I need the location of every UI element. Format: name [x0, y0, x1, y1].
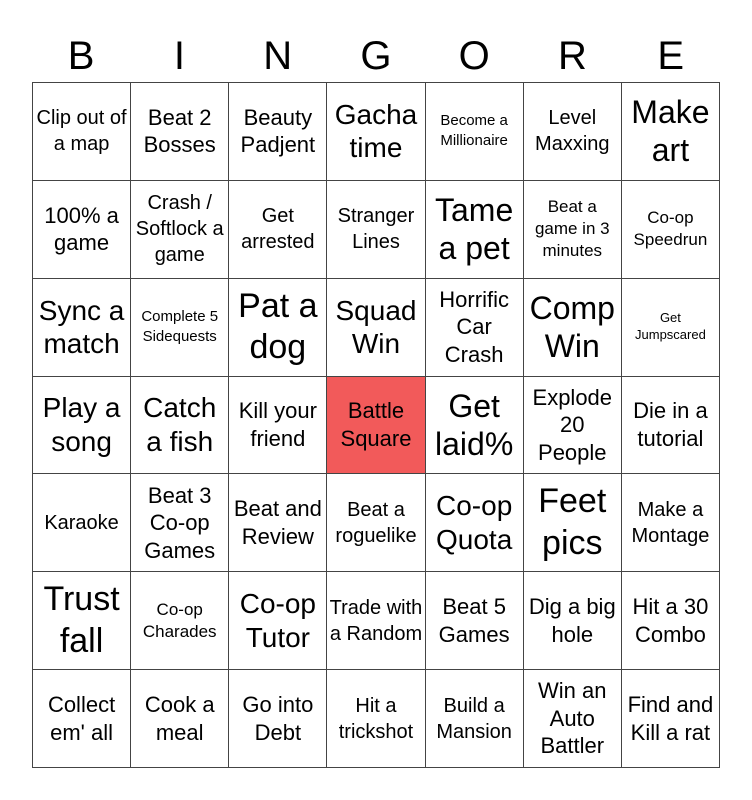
bingo-cell[interactable]	[622, 670, 720, 768]
bingo-cell[interactable]	[327, 670, 425, 768]
cell-text: Pat a dog	[238, 286, 318, 367]
cell-text: Hit a trickshot	[338, 694, 414, 743]
bingo-cell[interactable]	[426, 670, 524, 768]
bingo-cell[interactable]	[327, 474, 425, 572]
cell-text: Gacha time	[334, 98, 418, 164]
cell-text: Catch a fish	[143, 392, 217, 457]
free-space-cell[interactable]	[327, 377, 425, 475]
cell-text: Find and Kill a rat	[627, 692, 714, 745]
bingo-cell[interactable]	[229, 377, 327, 475]
bingo-cell[interactable]	[131, 377, 229, 475]
cell-text: Feet pics	[538, 482, 607, 562]
cell-text: Complete 5 Sidequests	[141, 307, 219, 346]
cell-text: Level Maxxing	[535, 107, 610, 156]
cell-text: Collect em' all	[47, 692, 116, 745]
bingo-cell[interactable]	[229, 181, 327, 279]
bingo-cell[interactable]	[33, 670, 131, 768]
cell-text: Get Jumpscared	[635, 310, 706, 343]
bingo-cell[interactable]	[131, 670, 229, 768]
cell-text: Co-op Tutor	[239, 588, 316, 653]
bingo-cell[interactable]	[131, 474, 229, 572]
cell-text: Co-op Speedrun	[633, 208, 708, 250]
cell-text: Beat 5 Games	[438, 594, 510, 647]
cell-text: Sync a match	[38, 294, 125, 360]
cell-text: 100% a game	[44, 202, 119, 256]
cell-text: Die in a tutorial	[633, 398, 708, 451]
cell-text: Make a Montage	[631, 498, 710, 547]
cell-text: Clip out of a map	[36, 107, 127, 156]
bingo-cell[interactable]	[33, 572, 131, 670]
cell-text: Karaoke	[44, 511, 119, 534]
bingo-cell[interactable]	[622, 474, 720, 572]
cell-text: Tame a pet	[435, 191, 514, 267]
bingo-cell[interactable]	[327, 181, 425, 279]
bingo-cell[interactable]	[426, 572, 524, 670]
bingo-cell[interactable]	[33, 279, 131, 377]
bingo-cell[interactable]	[426, 83, 524, 181]
bingo-cell[interactable]	[229, 670, 327, 768]
cell-text: Become a Millionaire	[440, 112, 508, 150]
bingo-cell[interactable]	[622, 181, 720, 279]
bingo-cell[interactable]	[524, 377, 622, 475]
title-letter-g: G	[360, 34, 392, 78]
cell-text: Go into Debt	[242, 692, 314, 745]
bingo-board	[32, 82, 720, 768]
bingo-cell[interactable]	[327, 83, 425, 181]
cell-text: Beauty Padjent	[240, 104, 316, 158]
cell-text: Kill your friend	[238, 398, 317, 451]
bingo-cell[interactable]	[33, 83, 131, 181]
bingo-cell[interactable]	[426, 474, 524, 572]
cell-text: Explode 20 People	[532, 384, 613, 465]
bingo-cell[interactable]	[622, 83, 720, 181]
bingo-cell[interactable]	[131, 83, 229, 181]
cell-text: Make art	[631, 94, 710, 169]
bingo-cell[interactable]	[524, 474, 622, 572]
title-letter-o: O	[458, 34, 490, 78]
cell-text: Trust fall	[43, 580, 120, 660]
title-letter-e: E	[657, 34, 685, 78]
bingo-cell[interactable]	[524, 670, 622, 768]
cell-text: Beat a roguelike	[335, 498, 417, 547]
cell-text: Beat 3 Co-op Games	[144, 482, 216, 563]
title-letter-i: I	[173, 34, 185, 78]
cell-text: Play a song	[42, 392, 121, 457]
bingo-cell[interactable]	[33, 474, 131, 572]
bingo-cell[interactable]	[229, 279, 327, 377]
bingo-cell[interactable]	[426, 279, 524, 377]
cell-text: Comp Win	[529, 289, 615, 365]
bingo-cell[interactable]	[524, 279, 622, 377]
bingo-cell[interactable]	[426, 377, 524, 475]
cell-text: Battle Square	[340, 398, 412, 451]
bingo-cell[interactable]	[131, 279, 229, 377]
title-letter-r: R	[558, 34, 587, 78]
bingo-cell[interactable]	[229, 474, 327, 572]
bingo-cell[interactable]	[622, 572, 720, 670]
bingo-cell[interactable]	[131, 572, 229, 670]
cell-text: Crash / Softlock a game	[135, 192, 224, 267]
cell-text: Horrific Car Crash	[439, 286, 509, 367]
cell-text: Stranger Lines	[337, 205, 415, 254]
bingo-cell[interactable]	[33, 181, 131, 279]
bingo-cell[interactable]	[229, 572, 327, 670]
bingo-cell[interactable]	[229, 83, 327, 181]
cell-text: Build a Mansion	[436, 694, 512, 743]
cell-text: Get laid%	[435, 387, 514, 462]
cell-text: Co-op Charades	[142, 599, 217, 641]
title-letter-b: B	[67, 34, 95, 78]
bingo-cell[interactable]	[622, 377, 720, 475]
bingo-cell[interactable]	[131, 181, 229, 279]
cell-text: Dig a big hole	[528, 594, 616, 647]
bingo-cell[interactable]	[524, 572, 622, 670]
title-letter-n: N	[263, 34, 293, 78]
cell-text: Squad Win	[335, 294, 417, 360]
bingo-cell[interactable]	[327, 572, 425, 670]
bingo-title	[32, 30, 720, 82]
bingo-cell[interactable]	[524, 83, 622, 181]
bingo-cell[interactable]	[622, 279, 720, 377]
cell-text: Hit a 30 Combo	[632, 594, 709, 647]
cell-text: Cook a meal	[144, 692, 215, 745]
cell-text: Co-op Quota	[435, 490, 513, 555]
cell-text: Beat 2 Bosses	[143, 104, 216, 158]
bingo-cell[interactable]	[426, 181, 524, 279]
cell-text: Win an Auto Battler	[538, 678, 607, 759]
bingo-cell[interactable]	[524, 181, 622, 279]
bingo-cell[interactable]	[327, 279, 425, 377]
cell-text: Beat and Review	[233, 496, 322, 549]
cell-text: Trade with a Random	[329, 596, 423, 645]
cell-text: Get arrested	[241, 205, 315, 254]
bingo-cell[interactable]	[33, 377, 131, 475]
cell-text: Beat a game in 3 minutes	[534, 197, 610, 261]
